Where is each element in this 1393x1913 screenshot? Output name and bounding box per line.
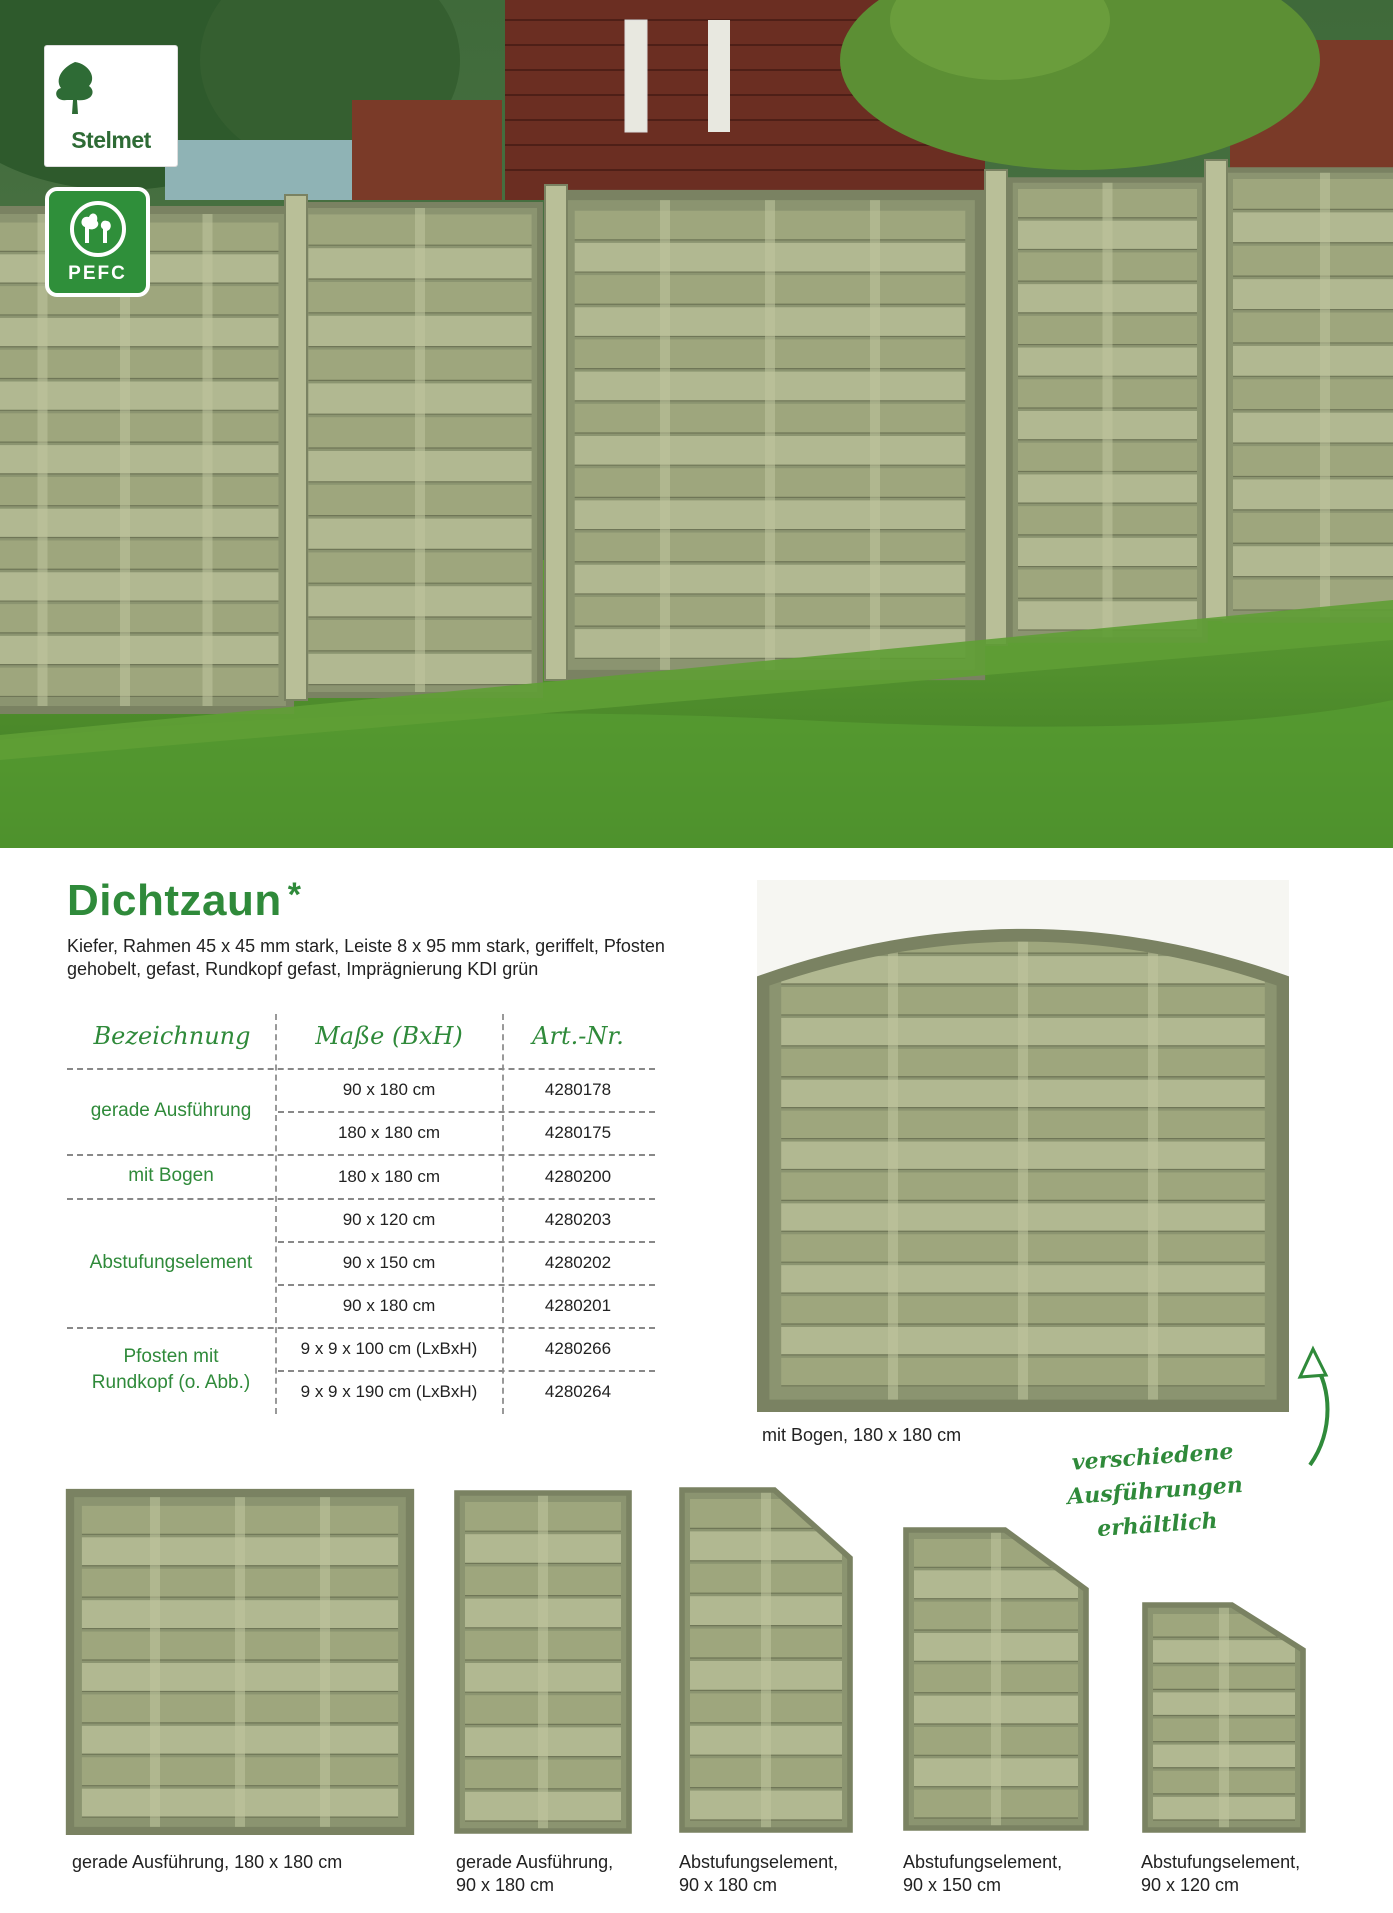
- hero-fence-post: [285, 195, 307, 700]
- pefc-trees-icon: [63, 199, 133, 259]
- table-rule: [278, 1370, 655, 1372]
- tree-icon: [45, 58, 105, 118]
- table-cell-art: 4280178: [544, 1080, 612, 1099]
- variants-note: verschiedene Ausführungen erhältlich: [1066, 1438, 1244, 1543]
- panel-variants-row: [60, 1485, 1390, 1835]
- table-cell-art: 4280201: [544, 1296, 612, 1315]
- fence-panel-gerade-90: [457, 1493, 629, 1831]
- fence-panel-abstufung-150: [906, 1530, 1086, 1828]
- product-title: [67, 876, 301, 926]
- hero-fence-panel: [1010, 180, 1205, 640]
- table-divider: [275, 1014, 277, 1414]
- table-cell-art: 4280175: [544, 1123, 612, 1142]
- stelmet-logo: [45, 46, 177, 166]
- table-rule: [67, 1154, 655, 1156]
- brand-name: Stelmet: [71, 127, 151, 153]
- group-abstufung: Abstufungselement: [89, 1252, 253, 1273]
- group-bogen: mit Bogen: [128, 1165, 214, 1186]
- table-cell-art: 4280264: [544, 1382, 612, 1401]
- table-cell-size: 9 x 9 x 100 cm (LxBxH): [300, 1339, 478, 1358]
- table-cell-art: 4280266: [544, 1339, 612, 1358]
- table-cell-size: 180 x 180 cm: [337, 1123, 441, 1142]
- caption-gerade-90: gerade Ausführung, 90 x 180 cm: [456, 1852, 614, 1895]
- product-title-text: Dichtzaun: [67, 876, 282, 925]
- group-gerade: gerade Ausführung: [90, 1100, 252, 1121]
- panel-image-bogen: [757, 880, 1289, 1412]
- table-cell-size: 90 x 180 cm: [342, 1080, 436, 1099]
- pefc-logo: [45, 187, 150, 297]
- fence-garden-illustration: [0, 0, 1393, 848]
- caption-gerade-180: gerade Ausführung, 180 x 180 cm: [72, 1852, 343, 1872]
- table-header-masse: Maße (BxH): [315, 1022, 463, 1050]
- hero-photo: [0, 0, 1393, 848]
- table-rule: [278, 1241, 655, 1243]
- curved-arrow-icon: [1280, 1345, 1340, 1470]
- hero-fence-panel: [300, 205, 540, 695]
- table-cell-size: 90 x 120 cm: [342, 1210, 436, 1229]
- table-rule: [67, 1068, 655, 1070]
- table-header-bezeichnung: Bezeichnung: [93, 1022, 251, 1050]
- table-cell-art: 4280200: [544, 1167, 612, 1186]
- fence-panel-bogen: [763, 906, 1283, 1406]
- pefc-label: PEFC: [68, 263, 127, 284]
- fence-panel-abstufung-180: [682, 1490, 850, 1830]
- product-description: Kiefer, Rahmen 45 x 45 mm stark, Leiste 8 x 95 mm stark, geriffelt, Pfosten gehobelt, gefast, Rundkopf gefast, Imprägnierung KDI grün: [67, 936, 665, 979]
- caption-bogen: mit Bogen, 180 x 180 cm: [762, 1425, 962, 1445]
- caption-abstufung-150: Abstufungselement, 90 x 150 cm: [903, 1852, 1063, 1895]
- table-rule: [278, 1284, 655, 1286]
- hero-fence-post: [1205, 160, 1227, 620]
- caption-abstufung-120: Abstufungselement, 90 x 120 cm: [1141, 1852, 1301, 1895]
- hero-fence-panel: [560, 195, 980, 675]
- hero-fence-post: [985, 170, 1007, 645]
- group-pfosten: Pfosten mit Rundkopf (o. Abb.): [91, 1346, 251, 1393]
- table-cell-art: 4280202: [544, 1253, 612, 1272]
- hero-fence-post: [545, 185, 567, 680]
- table-rule: [67, 1327, 655, 1329]
- fence-panel-abstufung-120: [1145, 1605, 1303, 1830]
- table-rule: [67, 1198, 655, 1200]
- table-cell-size: 180 x 180 cm: [337, 1167, 441, 1186]
- hero-fence-panel: [1225, 170, 1393, 620]
- table-cell-size: 90 x 180 cm: [342, 1296, 436, 1315]
- title-footnote-mark: *: [287, 876, 302, 914]
- table-cell-size: 9 x 9 x 190 cm (LxBxH): [300, 1382, 478, 1401]
- table-cell-art: 4280203: [544, 1210, 612, 1229]
- table-rule: [278, 1111, 655, 1113]
- table-header-artnr: Art.-Nr.: [532, 1022, 624, 1050]
- caption-abstufung-180: Abstufungselement, 90 x 180 cm: [679, 1852, 839, 1895]
- fence-panel-gerade-180: [70, 1493, 410, 1831]
- table-cell-size: 90 x 150 cm: [342, 1253, 436, 1272]
